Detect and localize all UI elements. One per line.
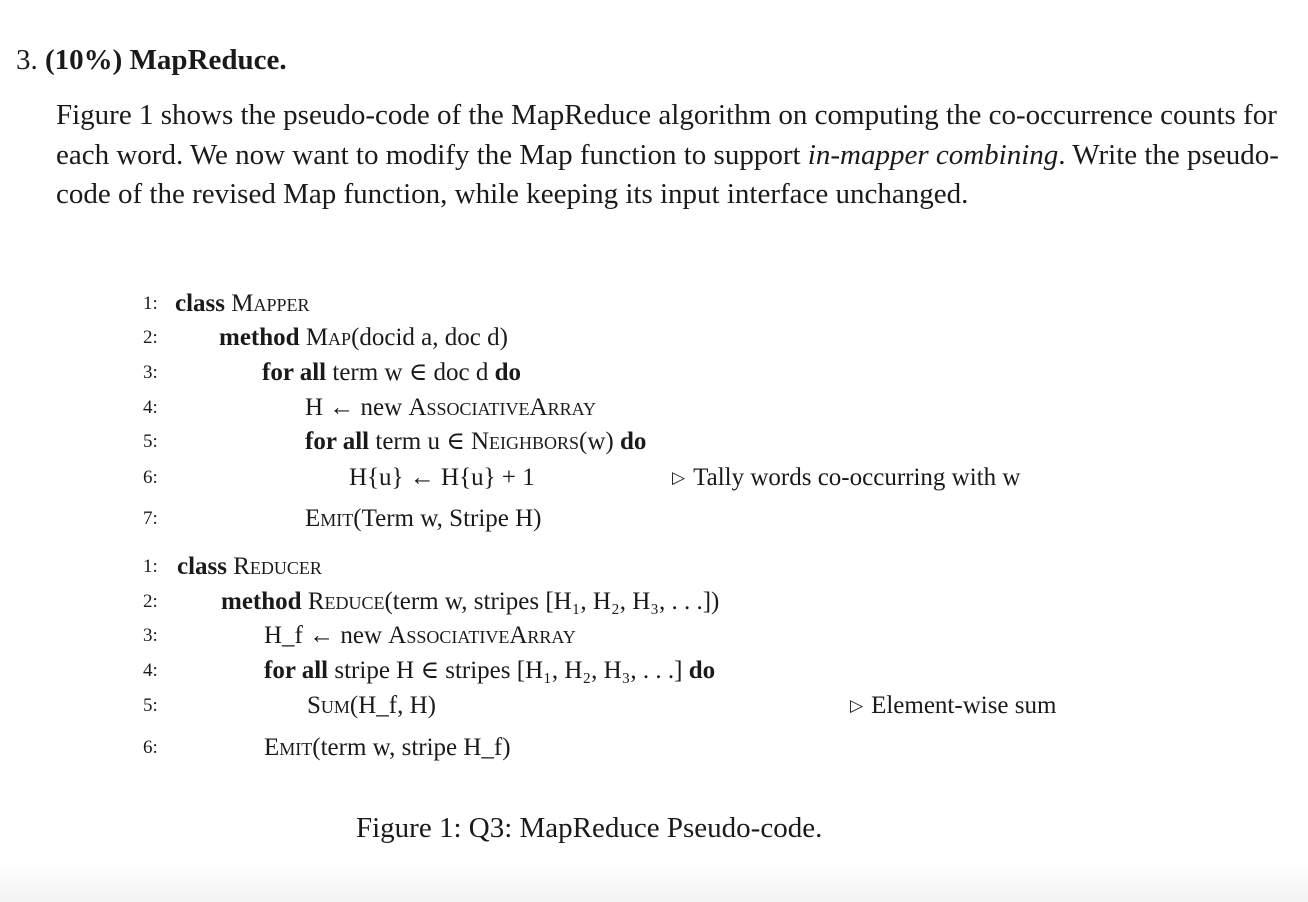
line-number: 2: xyxy=(143,327,158,348)
code-text xyxy=(349,461,535,495)
line-number: 1: xyxy=(143,556,158,577)
question-title: (10%) MapReduce. xyxy=(45,44,287,76)
keyword: for all xyxy=(262,359,327,386)
keyword-do: do xyxy=(688,657,716,684)
function-name: Neighbors xyxy=(470,428,580,455)
line-number: 3: xyxy=(143,362,158,383)
assign-expr: H ← new xyxy=(305,394,403,421)
code-text xyxy=(305,391,596,425)
code-text xyxy=(177,550,322,584)
code-text xyxy=(219,321,508,355)
keyword: class xyxy=(177,553,227,580)
comment-text: Tally words co-occurring with w xyxy=(693,464,1021,491)
method-name: Map xyxy=(305,324,352,351)
keyword: for all xyxy=(264,657,329,684)
function-args: (w) xyxy=(579,428,614,455)
paragraph-emphasis: in-mapper combining xyxy=(807,138,1059,171)
keyword: method xyxy=(219,324,300,351)
assign-expr: H{u} ← H{u} + 1 xyxy=(349,464,535,491)
question-heading xyxy=(16,40,287,80)
code-text xyxy=(264,731,511,765)
keyword-do: do xyxy=(620,428,647,455)
assign-expr: H_f ← new xyxy=(264,622,383,649)
method-args: (term w, stripes [H₁, H₂, H₃, . . .]) xyxy=(384,588,720,615)
line-number: 4: xyxy=(143,397,158,418)
line-number: 6: xyxy=(143,467,158,488)
code-text xyxy=(221,585,719,619)
line-number: 1: xyxy=(143,293,158,314)
keyword: class xyxy=(175,290,225,317)
line-number: 4: xyxy=(143,660,158,681)
code-comment xyxy=(850,689,1056,723)
code-text xyxy=(262,356,521,390)
line-number: 2: xyxy=(143,591,158,612)
type-name: AssociativeArray xyxy=(408,394,596,421)
function-name: Emit xyxy=(264,734,313,761)
method-args: (docid a, doc d) xyxy=(351,324,508,351)
keyword: for all xyxy=(305,428,370,455)
loop-expr: stripe H ∈ stripes [H₁, H₂, H₃, . . .] xyxy=(334,657,683,684)
class-name: Mapper xyxy=(231,290,310,317)
type-name: AssociativeArray xyxy=(388,622,576,649)
line-number: 7: xyxy=(143,508,158,529)
question-number: 3. xyxy=(16,44,38,76)
line-number: 5: xyxy=(143,695,158,716)
keyword-do: do xyxy=(494,359,522,386)
method-name: Reduce xyxy=(307,588,385,615)
function-args: (H_f, H) xyxy=(349,692,437,719)
comment-triangle-icon: ▷ xyxy=(850,696,864,715)
function-args: (term w, stripe H_f) xyxy=(312,734,511,761)
class-name: Reducer xyxy=(233,553,322,580)
loop-expr: term w ∈ doc d xyxy=(332,359,489,386)
code-text xyxy=(305,502,542,536)
code-text xyxy=(264,619,576,653)
comment-text: Element-wise sum xyxy=(871,692,1057,719)
comment-triangle-icon: ▷ xyxy=(672,468,686,487)
line-number: 3: xyxy=(143,625,158,646)
code-text xyxy=(305,425,646,459)
function-name: Sum xyxy=(307,692,350,719)
code-comment xyxy=(672,461,1020,495)
code-text xyxy=(175,287,310,321)
question-paragraph xyxy=(56,96,1286,215)
paragraph-text-2: . Write the pseudo-code of the revised Map function, while keeping its input interface unchanged. xyxy=(56,138,1279,210)
code-text xyxy=(307,689,436,723)
figure-caption: Figure 1: Q3: MapReduce Pseudo-code. xyxy=(356,812,823,844)
loop-expr: term u ∈ xyxy=(375,428,465,455)
function-args: (Term w, Stripe H) xyxy=(353,505,542,532)
function-name: Emit xyxy=(305,505,354,532)
code-text xyxy=(264,654,715,688)
line-number: 6: xyxy=(143,737,158,758)
line-number: 5: xyxy=(143,431,158,452)
keyword: method xyxy=(221,588,302,615)
paragraph-text-1: Figure 1 shows the pseudo-code of the MapReduce algorithm on computing the co-occurrence counts for each word. We now want to modify the Map function to support xyxy=(56,99,1277,171)
page-bottom-edge xyxy=(0,862,1308,902)
